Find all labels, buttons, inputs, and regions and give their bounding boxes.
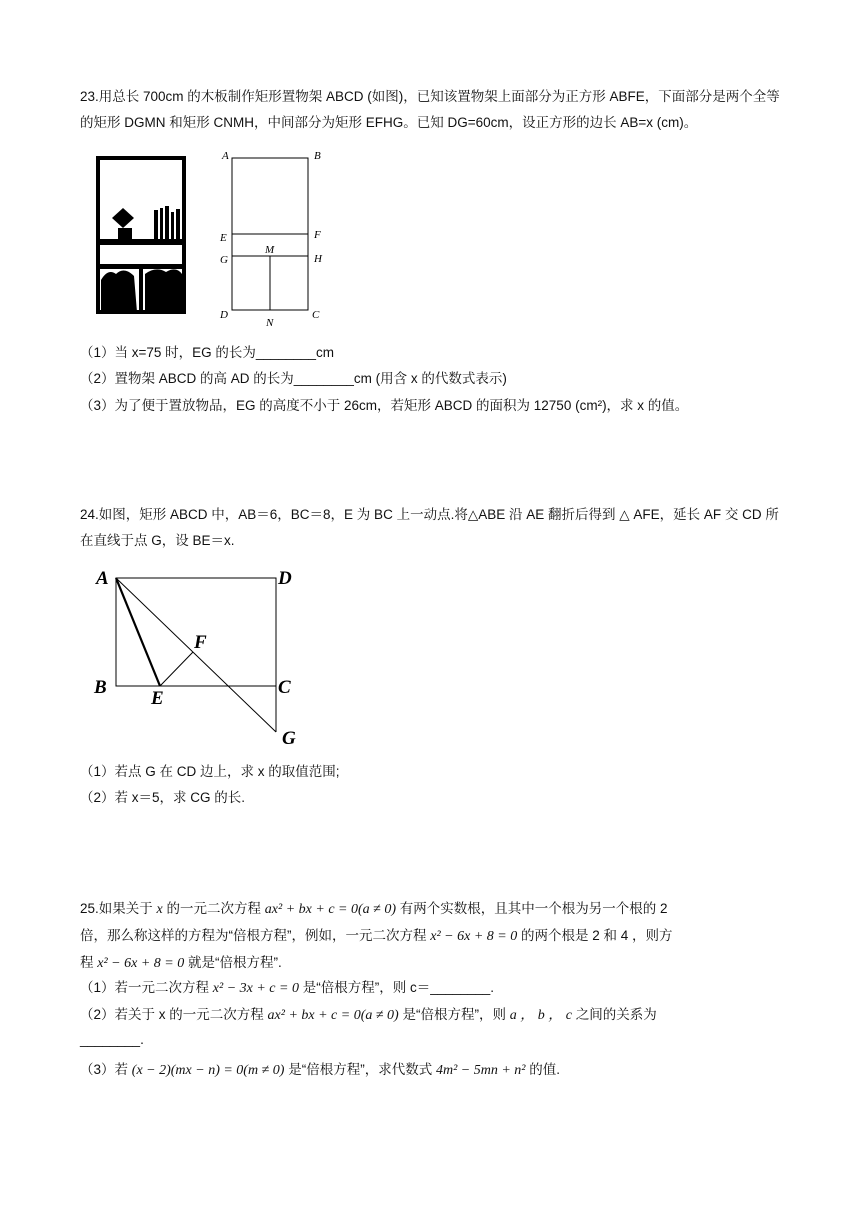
label-A: A bbox=[96, 568, 109, 589]
label-F: F bbox=[314, 229, 321, 241]
q25-line3: 程 x² − 6x + 8 = 0 就是“倍根方程”. bbox=[80, 955, 282, 971]
label-B: B bbox=[94, 677, 107, 698]
label-D: D bbox=[278, 568, 292, 589]
label-B: B bbox=[314, 150, 321, 162]
eq-s3: (x − 2)(mx − n) = 0(m ≠ 0) bbox=[131, 1063, 285, 1078]
q25-stem bbox=[80, 896, 780, 977]
q25-sub3: （3）若 (x − 2)(mx − n) = 0(m ≠ 0) 是“倍根方程”，求代数式 4m² − 5mn + n² 的值. bbox=[80, 1062, 561, 1078]
eq-general: ax² + bx + c = 0(a ≠ 0) bbox=[267, 1008, 399, 1023]
label-A: A bbox=[222, 150, 229, 162]
eq-general: ax² + bx + c = 0(a ≠ 0) bbox=[264, 902, 396, 917]
q24-stem: 24.如图，矩形 ABCD 中，AB＝6，BC＝8，E 为 BC 上一动点.将△ABE 沿 AE 翻折后得到 △ AFE，延长 AF 交 CD 所在直线于点 G，设 BE＝x. bbox=[80, 507, 779, 548]
eq-example: x² − 6x + 8 = 0 bbox=[430, 929, 518, 944]
label-F: F bbox=[194, 632, 207, 653]
label-C: C bbox=[278, 677, 291, 698]
q23-shelf-picture bbox=[96, 156, 188, 316]
q23-stem: 23.用总长 700cm 的木板制作矩形置物架 ABCD (如图)，已知该置物架上面部分为正方形 ABFE，下面部分是两个全等的矩形 DGMN 和矩形 CNMH，中间部分为矩形 EFHG。已知 DG=60cm，设正方形的边长 AB=x (cm)。 bbox=[80, 89, 780, 130]
label-H: H bbox=[314, 253, 322, 265]
label-E: E bbox=[220, 232, 227, 244]
q25-line1: 25.如果关于 x 的一元二次方程 ax² + bx + c = 0(a ≠ 0) 有两个实数根，且其中一个根为另一个根的 2 bbox=[80, 901, 668, 917]
q24-geometry-figure bbox=[92, 562, 314, 752]
eq-example: x² − 6x + 8 = 0 bbox=[97, 956, 185, 971]
label-C: C bbox=[312, 309, 320, 321]
eq-s1: x² − 3x + c = 0 bbox=[212, 981, 299, 996]
q25-sub1: （1）若一元二次方程 x² − 3x + c = 0 是“倍根方程”，则 c＝________. bbox=[80, 980, 495, 996]
q23-sub2: （2）置物架 ABCD 的高 AD 的长为________cm (用含 x 的代数式表示) bbox=[80, 371, 507, 386]
q24-sub1: （1）若点 G 在 CD 边上，求 x 的取值范围; bbox=[80, 764, 340, 779]
expr-s3: 4m² − 5mn + n² bbox=[435, 1063, 526, 1078]
label-N: N bbox=[266, 317, 274, 329]
var-x: x bbox=[156, 902, 163, 917]
q23-geometry-figure bbox=[214, 144, 334, 330]
label-M: M bbox=[265, 244, 275, 256]
q25-sub2: （2）若关于 x 的一元二次方程 ax² + bx + c = 0(a ≠ 0) 是“倍根方程”，则 a ， b ， c 之间的关系为 ________. bbox=[80, 1007, 657, 1047]
label-E: E bbox=[151, 688, 164, 709]
q23-sub3: （3）为了便于置放物品，EG 的高度不小于 26cm，若矩形 ABCD 的面积为 12750 (cm²)，求 x 的值。 bbox=[80, 398, 689, 413]
q24-sub2: （2）若 x＝5，求 CG 的长. bbox=[80, 790, 246, 805]
q25-line2: 倍，那么称这样的方程为“倍根方程”，例如，一元二次方程 x² − 6x + 8 = 0 的两个根是 2 和 4 ，则方 bbox=[80, 928, 673, 944]
label-G: G bbox=[282, 728, 296, 749]
label-D: D bbox=[220, 309, 228, 321]
var-abc: a ， b ， c bbox=[509, 1008, 572, 1023]
label-G: G bbox=[220, 254, 228, 266]
q23-sub1: （1）当 x=75 时，EG 的长为________cm bbox=[80, 345, 334, 360]
